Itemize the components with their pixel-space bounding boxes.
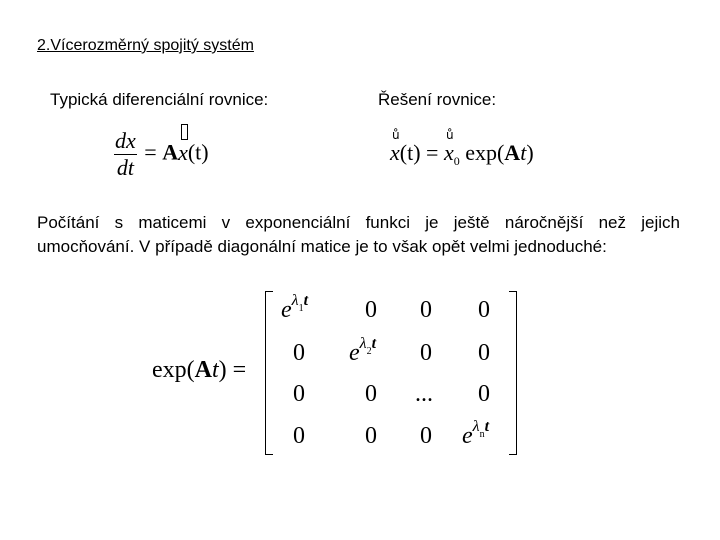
paragraph	[37, 211, 680, 259]
e-n: e	[462, 423, 473, 449]
e-2: e	[349, 340, 360, 366]
matrix-cell-3-2: 0	[365, 381, 377, 407]
derivative-fraction	[112, 128, 139, 181]
lambda-1: λ	[291, 292, 299, 309]
matrix-cell-3-3: ...	[415, 381, 433, 407]
index-n: n	[479, 429, 485, 440]
matrix-cell-1-4: 0	[478, 297, 490, 323]
time-arg: (t)	[187, 139, 209, 165]
solution-t: t	[520, 140, 527, 165]
t-1: t	[303, 292, 309, 309]
left-bracket	[265, 291, 273, 455]
paragraph-line-2: umocňování. V případě diagonální matice je to však opět velmi jednoduché:	[37, 237, 607, 256]
index-2: 2	[366, 346, 372, 357]
matrix-cell-3-1: 0	[293, 381, 305, 407]
matrix-cell-4-4	[462, 418, 490, 450]
lhs-t: t	[212, 357, 219, 383]
fraction-denominator	[114, 154, 137, 181]
lhs-matrix-a: A	[194, 357, 212, 383]
equals-sign: =	[144, 139, 163, 165]
right-heading: Řešení rovnice:	[378, 90, 497, 109]
dx-text: dx	[115, 128, 136, 153]
right-bracket	[509, 291, 517, 455]
dt-text: dt	[116, 155, 134, 180]
matrix-cell-4-3: 0	[420, 423, 432, 449]
solution-close: )	[526, 140, 534, 165]
lambda-n: λ	[472, 418, 480, 435]
matrix-cell-2-4: 0	[478, 340, 490, 366]
differential-equation	[112, 128, 209, 181]
matrix-cell-2-1: 0	[293, 340, 305, 366]
matrix-cell-4-1: 0	[293, 423, 305, 449]
solution-equation	[390, 140, 534, 166]
t-2: t	[371, 335, 377, 352]
matrix-cell-4-2: 0	[365, 423, 377, 449]
matrix-exp-lhs	[152, 357, 246, 384]
matrix-cell-1-3: 0	[420, 297, 432, 323]
initial-x: ů x	[444, 140, 454, 166]
solution-lhs-rest: (t) =	[399, 140, 444, 165]
matrix-cell-3-4: 0	[478, 381, 490, 407]
index-1: 1	[298, 303, 304, 314]
exp-close-equals: ) =	[218, 357, 247, 383]
exp-text: exp(	[459, 140, 505, 165]
left-heading: Typická diferenciální rovnice:	[50, 90, 269, 109]
vector-mark-icon	[181, 124, 188, 140]
e-1: e	[281, 297, 292, 323]
matrix-a: A	[162, 139, 179, 165]
matrix-cell-2-2	[349, 335, 377, 367]
page-title: 2.Vícerozměrný spojitý systém	[37, 37, 254, 54]
t-n: t	[484, 418, 490, 435]
vector-x: x	[178, 139, 188, 165]
exp-open: exp(	[152, 357, 195, 383]
matrix-cell-1-1	[281, 292, 309, 324]
matrix-cell-2-3: 0	[420, 340, 432, 366]
solution-matrix-a: A	[504, 140, 521, 165]
fraction-numerator	[112, 128, 139, 154]
lambda-2: λ	[359, 335, 367, 352]
matrix-cell-1-2: 0	[365, 297, 377, 323]
solution-x: ů x	[390, 140, 400, 166]
initial-subscript: 0	[453, 154, 460, 168]
diagonal-matrix	[265, 291, 517, 455]
paragraph-line-1: Počítání s maticemi v exponenciální funkci je ještě náročnější než jejich	[37, 213, 680, 232]
